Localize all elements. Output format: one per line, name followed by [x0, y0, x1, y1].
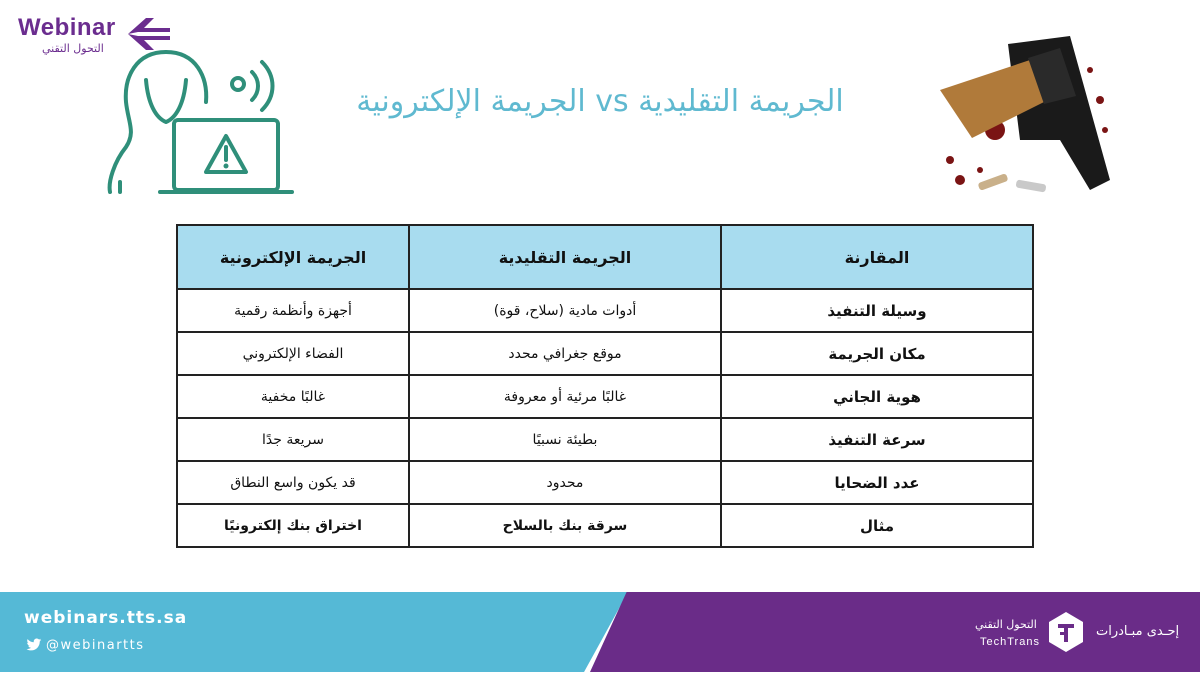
traditional-cell: محدود	[409, 461, 721, 504]
row-label: مكان الجريمة	[721, 332, 1033, 375]
comparison-table	[176, 224, 1034, 548]
pistol-icon	[920, 30, 1120, 210]
table-row	[177, 375, 1033, 418]
twitter-icon	[26, 638, 42, 652]
cyber-cell: الفضاء الإلكتروني	[177, 332, 409, 375]
techtrans-badge-icon	[1046, 610, 1086, 654]
table-header-row	[177, 225, 1033, 289]
techtrans-english: TechTrans	[980, 636, 1040, 648]
table-row	[177, 332, 1033, 375]
cyber-cell: غالبًا مخفية	[177, 375, 409, 418]
row-label: سرعة التنفيذ	[721, 418, 1033, 461]
twitter-handle: @webinartts	[46, 637, 145, 653]
row-label: هوية الجاني	[721, 375, 1033, 418]
row-label: مثال	[721, 504, 1033, 547]
cyber-cell: اختراق بنك إلكترونيًا	[177, 504, 409, 547]
page-title: الجريمة التقليدية vs الجريمة الإلكترونية	[356, 84, 844, 119]
traditional-cell: بطيئة نسبيًا	[409, 418, 721, 461]
cyber-cell: قد يكون واسع النطاق	[177, 461, 409, 504]
traditional-cell: غالبًا مرئية أو معروفة	[409, 375, 721, 418]
row-label: وسيلة التنفيذ	[721, 289, 1033, 332]
header-cyber: الجريمة الإلكترونية	[177, 225, 409, 289]
table-row	[177, 418, 1033, 461]
table-row	[177, 289, 1033, 332]
table-row	[177, 461, 1033, 504]
wifi-signal-icon	[232, 62, 273, 110]
footer-left-band	[0, 592, 628, 672]
header-traditional: الجريمة التقليدية	[409, 225, 721, 289]
website-link[interactable]: webinars.tts.sa	[24, 608, 188, 628]
traditional-cell: موقع جغرافي محدد	[409, 332, 721, 375]
row-label: عدد الضحايا	[721, 461, 1033, 504]
logo-subtitle: التحول التقني	[42, 42, 104, 55]
table-row	[177, 504, 1033, 547]
cyber-cell: سريعة جدًا	[177, 418, 409, 461]
cyber-cell: أجهزة وأنظمة رقمية	[177, 289, 409, 332]
twitter-handle-row[interactable]	[26, 636, 145, 654]
hacker-laptop-icon	[96, 32, 296, 212]
traditional-cell: سرقة بنك بالسلاح	[409, 504, 721, 547]
header-comparison: المقارنة	[721, 225, 1033, 289]
logo-word: Webinar	[18, 14, 116, 41]
techtrans-arabic: التحول التقني	[975, 618, 1037, 631]
initiative-label: إحـدى مبـادرات	[1096, 624, 1180, 639]
warning-icon	[206, 136, 246, 172]
traditional-cell: أدوات مادية (سلاح، قوة)	[409, 289, 721, 332]
